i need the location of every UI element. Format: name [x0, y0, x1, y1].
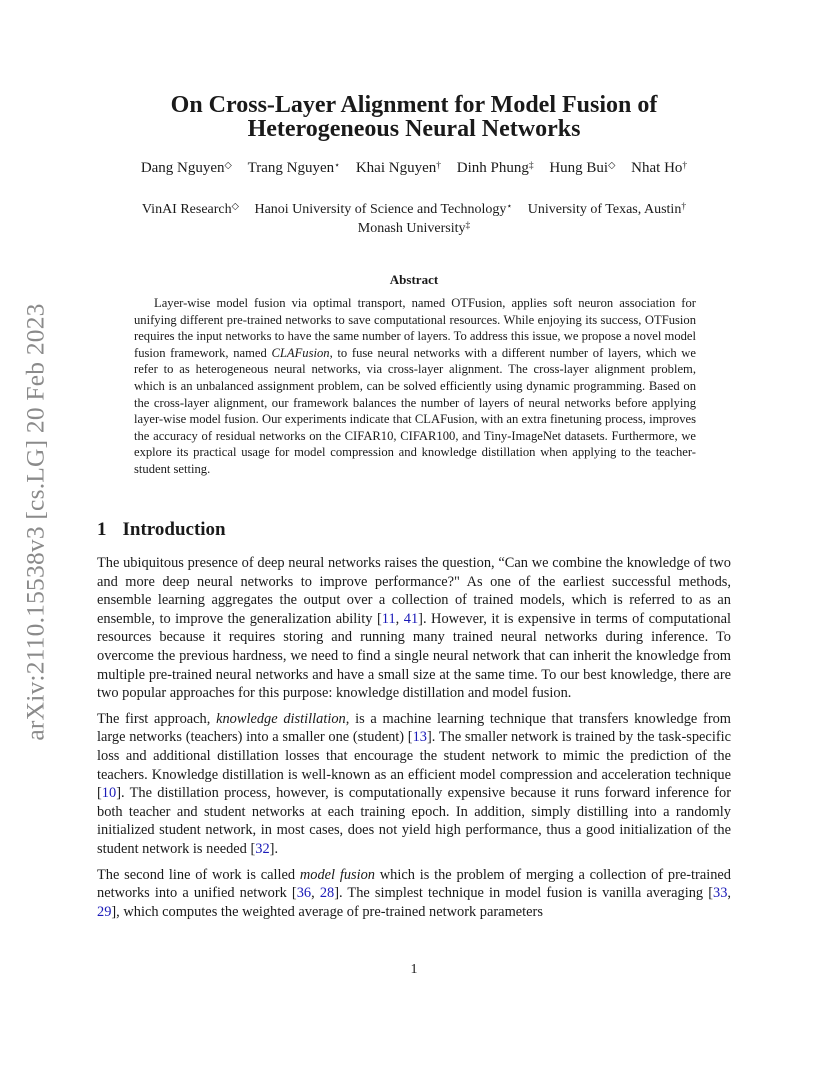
citation-link[interactable]: 41 [403, 610, 419, 627]
page-number: 1 [410, 962, 418, 977]
author: Dang Nguyen◇ [140, 160, 232, 176]
citation-link[interactable]: 36 [296, 885, 312, 902]
citation-link[interactable]: 10 [101, 785, 117, 802]
paragraph: The ubiquitous presence of deep neural networks raises the question, “Can we combine the knowledge of two and more deep neural networks to improve performance?" As one of the earliest successful methods, ensemble learning aggregates the output over a collection of trained models, which is referred to as an ensemble, to improve the generalization ability [11, 41]. However, it is expensive in terms of computational resources because it requires storing and running many trained neural networks during inference. To overcome the previous hardness, we need to find a single neural network that can inherit the knowledge from multiple pre-trained neural networks and have a small size at the same time. To our best knowledge, there are two popular approaches for this purpose: knowledge distillation and model fusion. [97, 555, 731, 702]
author: Nhat Ho† [631, 160, 688, 176]
body-text [97, 554, 731, 928]
author-list [96, 158, 732, 178]
arxiv-stamp-text: arXiv:2110.15538v3 [cs.LG] 20 Feb 2023 [21, 303, 51, 741]
abstract-text: Layer-wise model fusion via optimal transport, named OTFusion, applies soft neuron association for unifying different pre-trained networks to save computational resources. While enjoying its success, OTFusion requires the input networks to have the same number of layers. To address this issue, we propose a novel model fusion framework, named CLAFusion, to fuse neural networks with a different number of layers, which we refer to as heterogeneous neural networks, via cross-layer alignment. The cross-layer alignment problem, which is an unbalanced assignment problem, can be solved efficiently using dynamic programming. Based on the cross-layer alignment, our framework balances the number of layers of neural networks before applying layer-wise model fusion. Our experiments indicate that CLAFusion, with an extra finetuning process, improves the accuracy of residual networks on the CIFAR10, CIFAR100, and Tiny-ImageNet datasets. Furthermore, we explore its practical usage for model compression and knowledge distillation when applying to the teacher-student setting. [134, 296, 696, 476]
section-heading [97, 519, 226, 541]
affiliation: University of Texas, Austin† [527, 202, 687, 217]
citation-link[interactable]: 29 [97, 903, 112, 920]
section-title: Introduction [122, 519, 226, 540]
affiliation: Hanoi University of Science and Technology⋆ [254, 202, 513, 217]
paragraph: The first approach, knowledge distillation, is a machine learning technique that transfers knowledge from large networks (teachers) into a smaller one (student) [13]. The smaller network is trained by the task-specific loss and additional distillation losses that encourage the student network to mimic the prediction of the teachers. Knowledge distillation is well-known as an efficient model compression and acceleration technique [10]. The distillation process, however, is computationally expensive because it runs forward inference for both teacher and student networks at each training epoch. In addition, simply distilling into a randomly initialized student network, in most cases, does not yield high performance, thus a good initialization of the student network is needed [32]. [97, 710, 731, 857]
author: Trang Nguyen⋆ [247, 160, 341, 176]
paper-title: On Cross-Layer Alignment for Model Fusion of Heterogeneous Neural Networks [170, 92, 658, 142]
affiliation: Monash University‡ [357, 221, 471, 236]
citation-link[interactable]: 13 [412, 729, 427, 746]
affiliation-list [96, 200, 732, 238]
citation-link[interactable]: 32 [255, 840, 270, 857]
citation-link[interactable]: 28 [319, 885, 335, 902]
abstract-heading: Abstract [389, 272, 439, 287]
section-number: 1 [97, 519, 107, 540]
affiliation: VinAI Research◇ [141, 202, 239, 217]
author: Hung Bui◇ [549, 160, 616, 176]
citation-link[interactable]: 11 [381, 610, 396, 627]
author: Khai Nguyen† [355, 160, 441, 176]
author: Dinh Phung‡ [456, 160, 534, 176]
paragraph: The second line of work is called model fusion which is the problem of merging a collection of pre-trained networks into a unified network [36, 28]. The simplest technique in model fusion is vanilla averaging [33, 29], which computes the weighted average of pre-trained network parameters [97, 866, 732, 920]
citation-link[interactable]: 33 [713, 885, 728, 902]
arxiv-stamp [19, 287, 53, 757]
